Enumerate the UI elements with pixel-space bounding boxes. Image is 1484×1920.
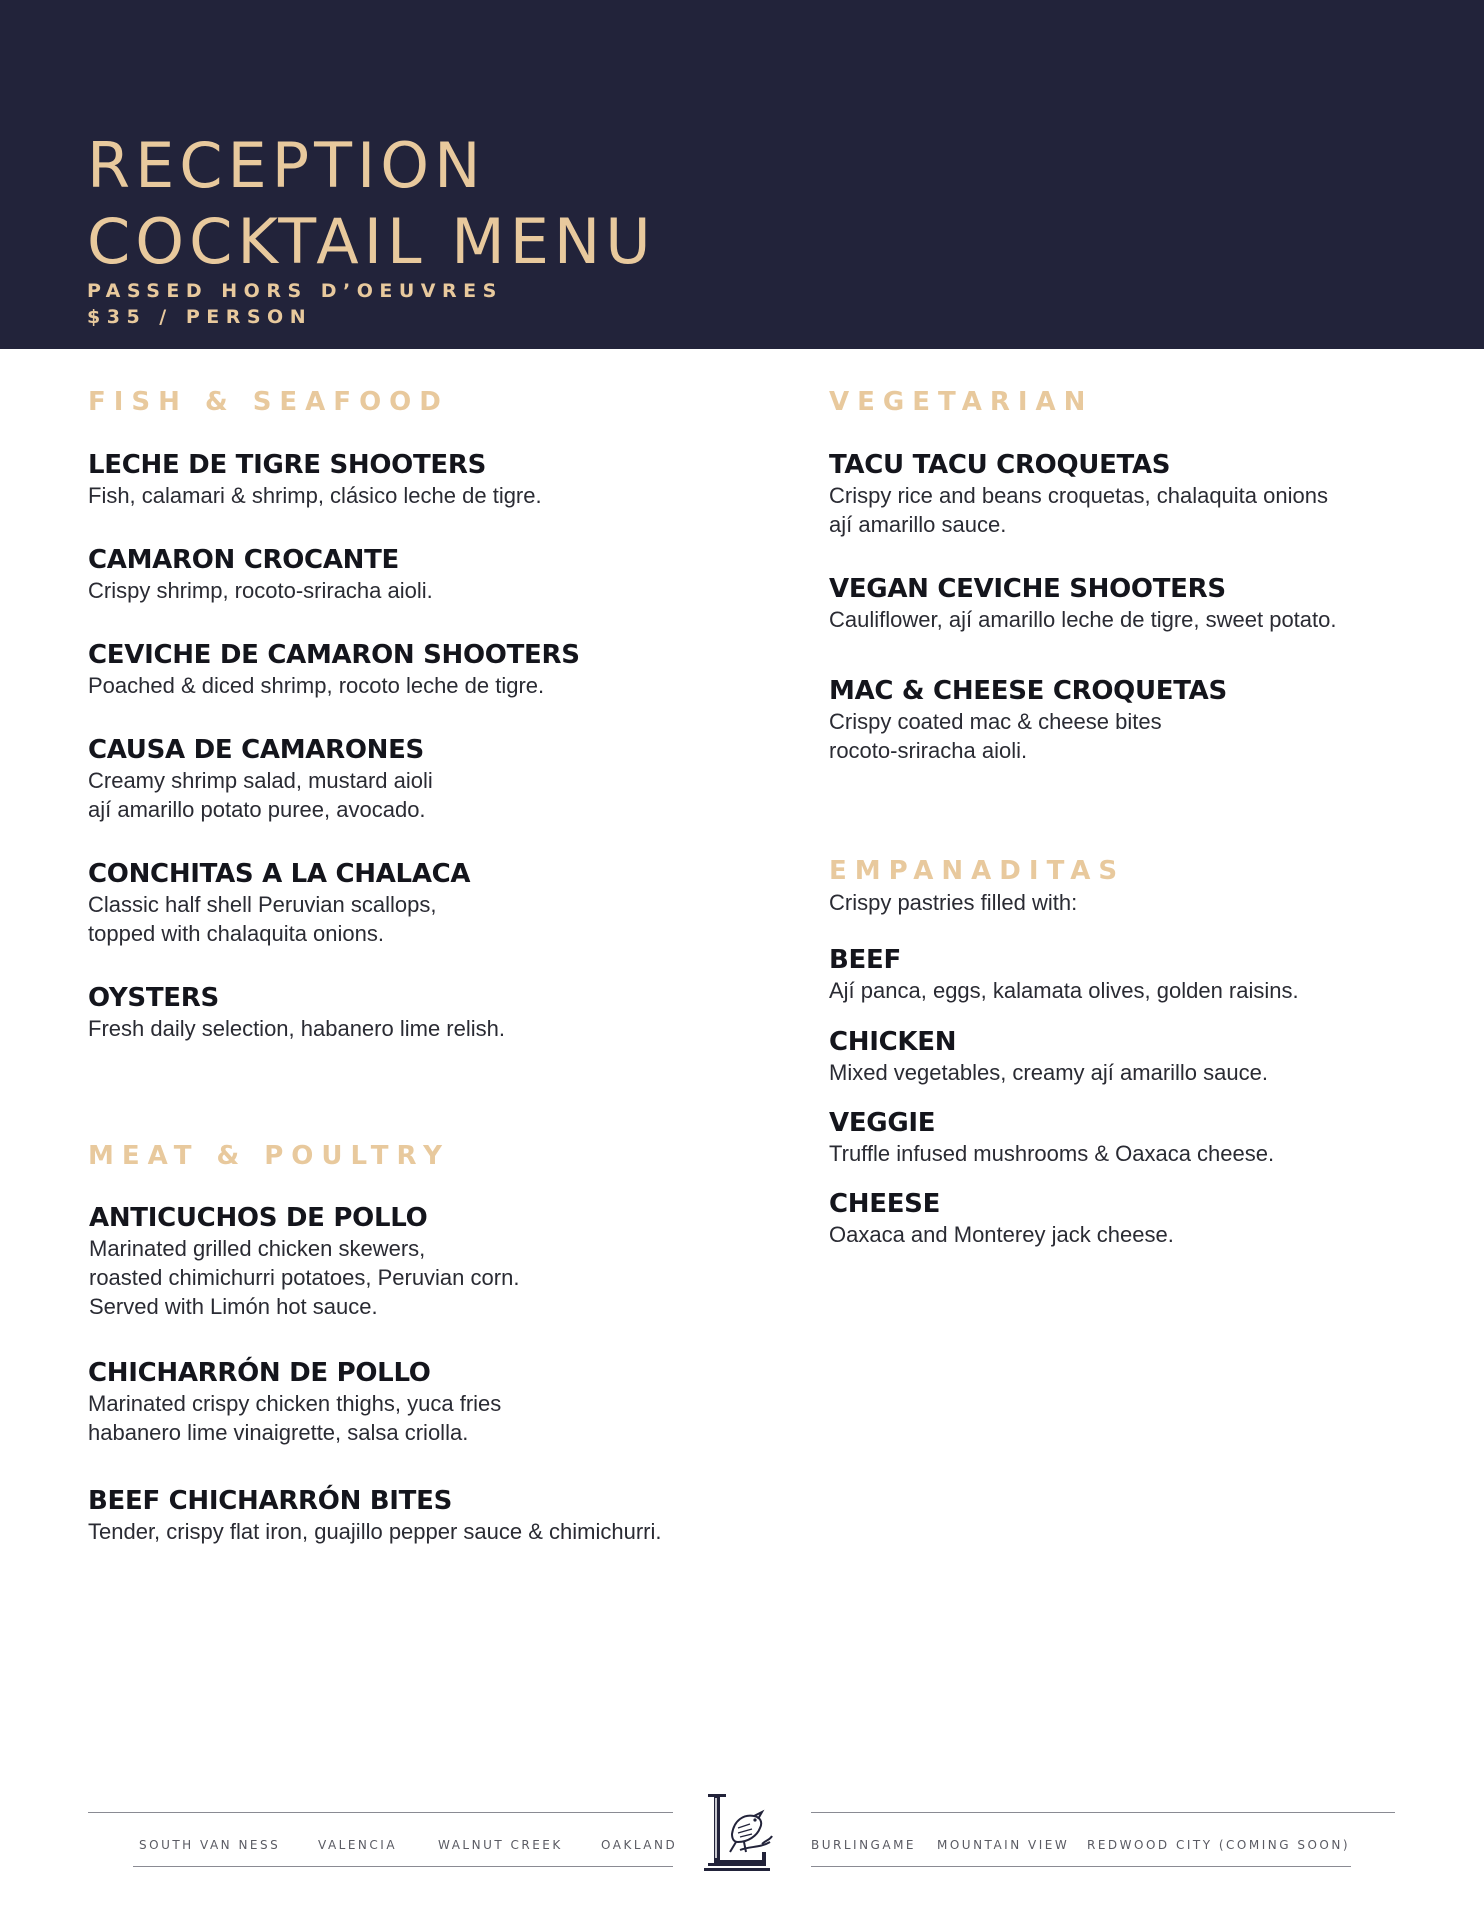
item-description-line: Fish, calamari & shrimp, clásico leche de tigre. [88, 483, 542, 508]
item-description-line: Fresh daily selection, habanero lime relish. [88, 1016, 505, 1041]
section-heading-empanaditas: EMPANADITAS [829, 856, 1126, 886]
item-description-line: Ají panca, eggs, kalamata olives, golden raisins. [829, 978, 1299, 1003]
footer-rule [88, 1812, 673, 1813]
item-description [829, 976, 1469, 1005]
footer-rule [133, 1866, 673, 1867]
item-description-line: Classic half shell Peruvian scallops, [88, 892, 437, 917]
location-valencia: VALENCIA [318, 1838, 398, 1852]
item-name: VEGAN CEVICHE SHOOTERS [829, 574, 1226, 604]
item-name: CEVICHE DE CAMARON SHOOTERS [88, 640, 580, 670]
menu-item [89, 1202, 729, 1321]
item-description-line: ají amarillo sauce. [829, 512, 1007, 537]
item-description-line: topped with chalaquita onions. [88, 921, 384, 946]
item-description-line: habanero lime vinaigrette, salsa criolla. [88, 1420, 469, 1445]
title-line-1: RECEPTION [87, 129, 486, 202]
menu-item [829, 1188, 1469, 1249]
item-description-line: Marinated grilled chicken skewers, [89, 1236, 426, 1261]
menu-item [88, 639, 728, 700]
item-name: MAC & CHEESE CROQUETAS [829, 676, 1227, 706]
item-description-line: Tender, crispy flat iron, guajillo pepper sauce & chimichurri. [88, 1519, 662, 1544]
bird-monogram-logo-icon [700, 1790, 782, 1874]
menu-item [88, 734, 728, 824]
location-oakland: OAKLAND [601, 1838, 678, 1852]
item-description-line: rocoto-sriracha aioli. [829, 738, 1028, 763]
item-description-line: Served with Limón hot sauce. [89, 1294, 378, 1319]
section-heading-vegetarian: VEGETARIAN [829, 387, 1094, 417]
item-name: BEEF [829, 945, 901, 975]
location-burlingame: BURLINGAME [811, 1838, 916, 1852]
item-description [88, 1014, 728, 1043]
menu-title [87, 128, 656, 280]
item-name: LECHE DE TIGRE SHOOTERS [88, 450, 486, 480]
item-description [88, 671, 728, 700]
section-intro: Crispy pastries filled with: [829, 890, 1078, 915]
item-description [88, 766, 728, 824]
item-description [829, 1058, 1469, 1087]
item-description [88, 1517, 728, 1546]
menu-item [88, 858, 728, 948]
header-banner [0, 0, 1484, 349]
item-description [829, 1220, 1469, 1249]
item-description-line: Crispy coated mac & cheese bites [829, 709, 1162, 734]
item-description-line: Crispy rice and beans croquetas, chalaquita onions [829, 483, 1328, 508]
item-name: CHICKEN [829, 1027, 957, 1057]
menu-item [88, 449, 728, 510]
menu-item [88, 544, 728, 605]
menu-item [829, 944, 1469, 1005]
menu-item [829, 1026, 1469, 1087]
item-description-line: Marinated crispy chicken thighs, yuca fries [88, 1391, 502, 1416]
menu-item [829, 675, 1469, 765]
item-name: ANTICUCHOS DE POLLO [89, 1203, 428, 1233]
item-description-line: ají amarillo potato puree, avocado. [88, 797, 426, 822]
item-name: OYSTERS [88, 983, 219, 1013]
item-name: CAUSA DE CAMARONES [88, 735, 424, 765]
subtitle-line-1: PASSED HORS D’OEUVRES [87, 280, 503, 302]
section-heading-meat: MEAT & POULTRY [88, 1141, 450, 1171]
item-description [88, 481, 728, 510]
item-description [88, 890, 728, 948]
item-description-line: Oaxaca and Monterey jack cheese. [829, 1222, 1174, 1247]
menu-item [829, 449, 1469, 539]
location-walnut-creek: WALNUT CREEK [438, 1838, 563, 1852]
item-description-line: Mixed vegetables, creamy ají amarillo sauce. [829, 1060, 1268, 1085]
item-description [829, 1139, 1469, 1168]
menu-item [88, 982, 728, 1043]
item-name: CHICHARRÓN DE POLLO [88, 1358, 431, 1388]
item-name: CONCHITAS A LA CHALACA [88, 859, 471, 889]
item-name: CAMARON CROCANTE [88, 545, 399, 575]
menu-item [88, 1357, 728, 1447]
item-description [88, 576, 728, 605]
item-description [89, 1234, 729, 1321]
item-name: CHEESE [829, 1189, 941, 1219]
location-south-van-ness: SOUTH VAN NESS [139, 1838, 281, 1852]
item-description-line: roasted chimichurri potatoes, Peruvian corn. [89, 1265, 520, 1290]
footer-locations [0, 1790, 1484, 1900]
location-mountain-view: MOUNTAIN VIEW [937, 1838, 1070, 1852]
item-description-line: Crispy shrimp, rocoto-sriracha aioli. [88, 578, 433, 603]
item-description [88, 1389, 728, 1447]
location-redwood-city: REDWOOD CITY (COMING SOON) [1087, 1838, 1351, 1852]
item-name: TACU TACU CROQUETAS [829, 450, 1171, 480]
menu-item [829, 1107, 1469, 1168]
footer-rule [811, 1866, 1351, 1867]
item-description [829, 481, 1469, 539]
subtitle-line-2: $35 / PERSON [87, 306, 313, 328]
item-description-line: Creamy shrimp salad, mustard aioli [88, 768, 433, 793]
menu-item [88, 1485, 728, 1546]
menu-subtitle [87, 278, 503, 330]
item-description-line: Cauliflower, ají amarillo leche de tigre, sweet potato. [829, 607, 1337, 632]
menu-item [829, 573, 1469, 634]
item-name: VEGGIE [829, 1108, 936, 1138]
item-name: BEEF CHICHARRÓN BITES [88, 1486, 452, 1516]
item-description-line: Truffle infused mushrooms & Oaxaca cheese. [829, 1141, 1275, 1166]
title-line-2: COCKTAIL MENU [87, 205, 656, 278]
footer-rule [811, 1812, 1395, 1813]
section-heading-fish: FISH & SEAFOOD [88, 387, 449, 417]
item-description-line: Poached & diced shrimp, rocoto leche de tigre. [88, 673, 545, 698]
item-description [829, 707, 1469, 765]
item-description [829, 605, 1469, 634]
